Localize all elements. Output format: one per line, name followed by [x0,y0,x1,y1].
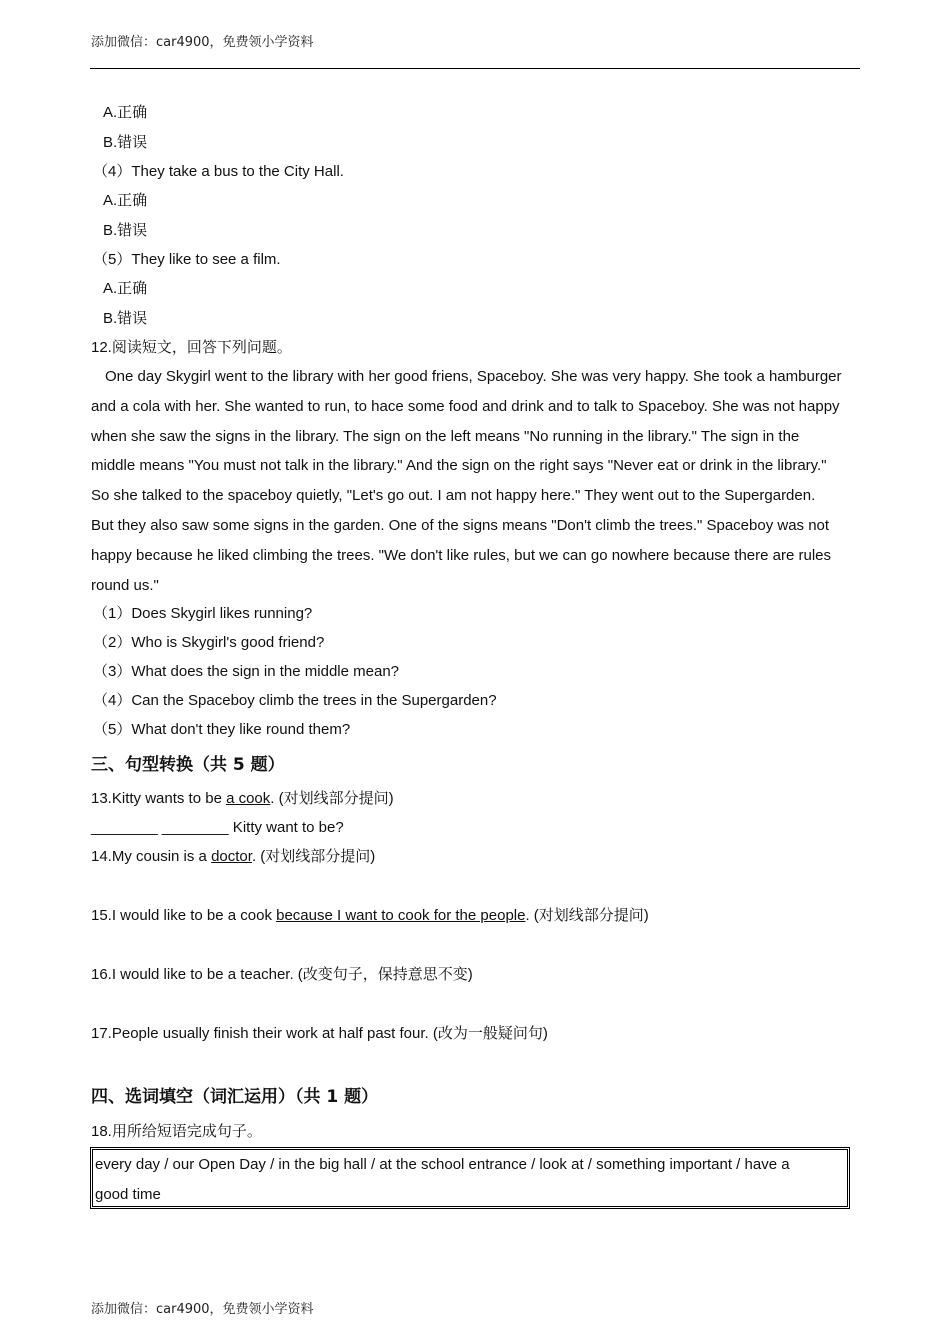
passage-line: But they also saw some signs in the garden. One of the signs means "Don't climb the trees." Spaceboy was not [91,517,830,534]
q12-question-2: （2）Who is Skygirl's good friend? [93,634,325,651]
q14-pre: 14.My cousin is a [91,848,212,865]
option-a-item4: A.正确 [103,192,148,209]
q14 [91,847,375,867]
passage-line: One day Skygirl went to the library with her good friens, Spaceboy. She was very happy. She took a hamburger [105,368,842,385]
q14-underlined: doctor [211,848,252,865]
q12-question-1: （1）Does Skygirl likes running? [93,605,313,622]
passage-line: So she talked to the spaceboy quietly, "Let's go out. I am not happy here." They went out to the Supergarden. [91,487,816,504]
q14-post: . (对划线部分提问) [251,848,376,865]
page-footer-text: 添加微信：car4900，免费领小学资料 [91,1302,314,1317]
q15-pre: 15.I would like to be a cook [91,907,277,924]
option-b-item5: B.错误 [103,310,148,327]
section3-title: 三、句型转换（共 5 题） [91,755,285,775]
option-a-item3: A.正确 [103,104,148,121]
q13-underlined: a cook [226,790,271,807]
option-a-item5: A.正确 [103,280,148,297]
passage-line: happy because he liked climbing the trees. "We don't like rules, but we can go nowhere because there are rules [91,547,832,564]
q12-question-5: （5）What don't they like round them? [93,721,351,738]
q11-item5: （5）They like to see a film. [93,251,281,268]
q15-underlined: because I want to cook for the people [276,907,526,924]
section4-title: 四、选词填空（词汇运用）（共 1 题） [91,1087,379,1107]
q12-question-3: （3）What does the sign in the middle mean? [93,663,399,680]
option-b-item3: B.错误 [103,134,148,151]
word-bank-line-1: every day / our Open Day / in the big hall / at the school entrance / look at / something important / have a [95,1156,790,1173]
passage-line: and a cola with her. She wanted to run, to hace some food and drink and to talk to Spaceboy. She was not happy [91,398,840,415]
header-divider [90,68,860,69]
word-bank-box [90,1147,850,1209]
q16: 16.I would like to be a teacher. (改变句子，保持意思不变) [91,966,473,983]
page-header-text: 添加微信：car4900，免费领小学资料 [91,35,314,50]
q13 [91,789,394,809]
passage-line: when she saw the signs in the library. The sign on the left means "No running in the library." The sign in the [91,428,800,445]
q17: 17.People usually finish their work at half past four. (改为一般疑问句) [91,1025,548,1042]
q12-question-4: （4）Can the Spaceboy climb the trees in the Supergarden? [93,692,497,709]
passage-line: round us." [91,577,159,594]
q12-title: 12.阅读短文，回答下列问题。 [91,339,292,356]
option-b-item4: B.错误 [103,222,148,239]
q15-post: . (对划线部分提问) [525,907,649,924]
q18-title: 18.用所给短语完成句子。 [91,1123,262,1140]
q15 [91,906,649,926]
q13-post: . (对划线部分提问) [270,790,394,807]
q13-answer-blank: ________ ________ Kitty want to be? [91,819,344,836]
q13-pre: 13.Kitty wants to be [91,790,227,807]
passage-line: middle means "You must not talk in the library." And the sign on the right says "Never eat or drink in the library." [91,457,827,474]
word-bank-line-2: good time [95,1186,161,1203]
q11-item4: （4）They take a bus to the City Hall. [93,163,344,180]
